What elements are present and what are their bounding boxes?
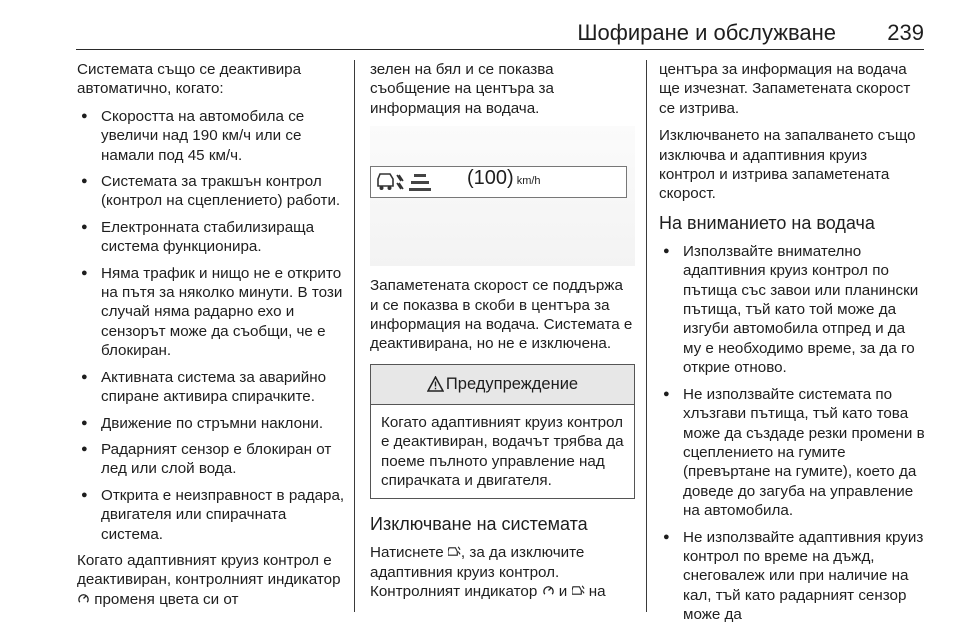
paragraph xyxy=(370,543,635,601)
header-title: Шофиране и обслужване xyxy=(577,20,836,45)
column-3 xyxy=(659,60,927,632)
page-header xyxy=(76,0,924,50)
text: и xyxy=(558,583,568,601)
cruise-button-icon xyxy=(448,545,461,558)
warning-header xyxy=(371,365,634,405)
driver-info-display-image xyxy=(370,126,635,266)
warning-triangle-icon xyxy=(427,376,444,392)
adaptive-cruise-car-icon xyxy=(377,169,407,195)
paragraph xyxy=(77,551,345,609)
section-heading: На вниманието на водача xyxy=(659,212,875,233)
paragraph: центъра за информация на водача ще изчезнат. Запаметената скорост се изтрива. xyxy=(659,61,911,117)
column-1 xyxy=(77,60,345,617)
bullet-list xyxy=(659,242,927,625)
adaptive-cruise-indicator-icon xyxy=(572,584,585,597)
list-item: ● Скоростта на автомобила се увеличи над 190 км/ч или се намали под 45 км/ч. xyxy=(77,107,345,165)
list-item: ● Няма трафик и нищо не е открито на пътя за няколко минути. В този случай няма радарно ехо и сензорът може да съобщи, че е блокиран. xyxy=(77,264,345,361)
list-item: ● Използвайте внимателно адаптивния круиз контрол по пътища със завои или планински пътища, тъй като той може да изгуби автомобила отпред и да му е необходимо време, за да го открие отново. xyxy=(659,242,927,378)
paragraph: Изключването на запалването също изключва и адаптивния круиз контрол и изтрива запаметената скорост. xyxy=(659,127,916,203)
text: променя цвета си от xyxy=(94,590,239,608)
speed-unit: km/h xyxy=(516,175,541,188)
list-item: ● Не използвайте системата по хлъзгави пътища, тъй като това може да създаде резки промени в сцеплението на гумите (превъртане на гумите), което да доведе до загуба на управление на автомобила. xyxy=(659,385,927,521)
page-number: 239 xyxy=(887,20,924,45)
warning-box xyxy=(370,364,635,500)
warning-text: Когато адаптивният круиз контрол е деактивиран, водачът трябва да поеме пълното управление над спирачката и двигателя. xyxy=(381,413,624,490)
stored-speed xyxy=(467,169,541,191)
cruise-control-indicator-icon xyxy=(542,584,555,597)
text: Когато адаптивният круиз контрол е деактивиран, контролният индикатор xyxy=(77,551,341,589)
list-item: ● Активната система за аварийно спиране активира спирачките. xyxy=(77,368,345,407)
list-item: ● Не използвайте адаптивния круиз контрол по време на дъжд, снеговалеж или при наличие на кал, тъй като радарният сензор може да xyxy=(659,528,927,625)
warning-title: Предупреждение xyxy=(445,374,579,393)
column-divider xyxy=(354,60,355,612)
paragraph: зелен на бял и се показва съобщение на центъра за информация на водача. xyxy=(370,61,554,117)
list-item: ● Открита е неизправност в радара, двигателя или спирачната система. xyxy=(77,486,345,544)
paragraph: Запаметената скорост се поддържа и се показва в скоби в центъра за информация на водача. Системата е деактивирана, но не е изключена. xyxy=(370,277,633,353)
cruise-control-indicator-icon xyxy=(77,592,90,605)
text: Натиснете xyxy=(370,544,444,562)
column-divider xyxy=(646,60,647,612)
list-item: ● Системата за тракшън контрол (контрол на сцеплението) работи. xyxy=(77,172,345,211)
text: , за да изключите адаптивния круиз контрол. xyxy=(370,544,585,581)
speed-value: (100) xyxy=(467,167,514,190)
column-2 xyxy=(370,60,635,610)
display-panel xyxy=(370,166,627,198)
section-heading: Изключване на системата xyxy=(370,514,588,535)
list-item: ● Движение по стръмни наклони. xyxy=(77,414,345,433)
list-item: ● Радарният сензор е блокиран от лед или слой вода. xyxy=(77,440,345,479)
text: на xyxy=(588,583,606,601)
list-item: ● Електронната стабилизираща система функционира. xyxy=(77,218,345,257)
text: Контролният индикатор xyxy=(370,583,538,601)
bullet-list xyxy=(77,107,345,544)
paragraph: Системата също се деактивира автоматично, когато: xyxy=(77,61,302,98)
distance-bars-icon xyxy=(409,170,431,194)
